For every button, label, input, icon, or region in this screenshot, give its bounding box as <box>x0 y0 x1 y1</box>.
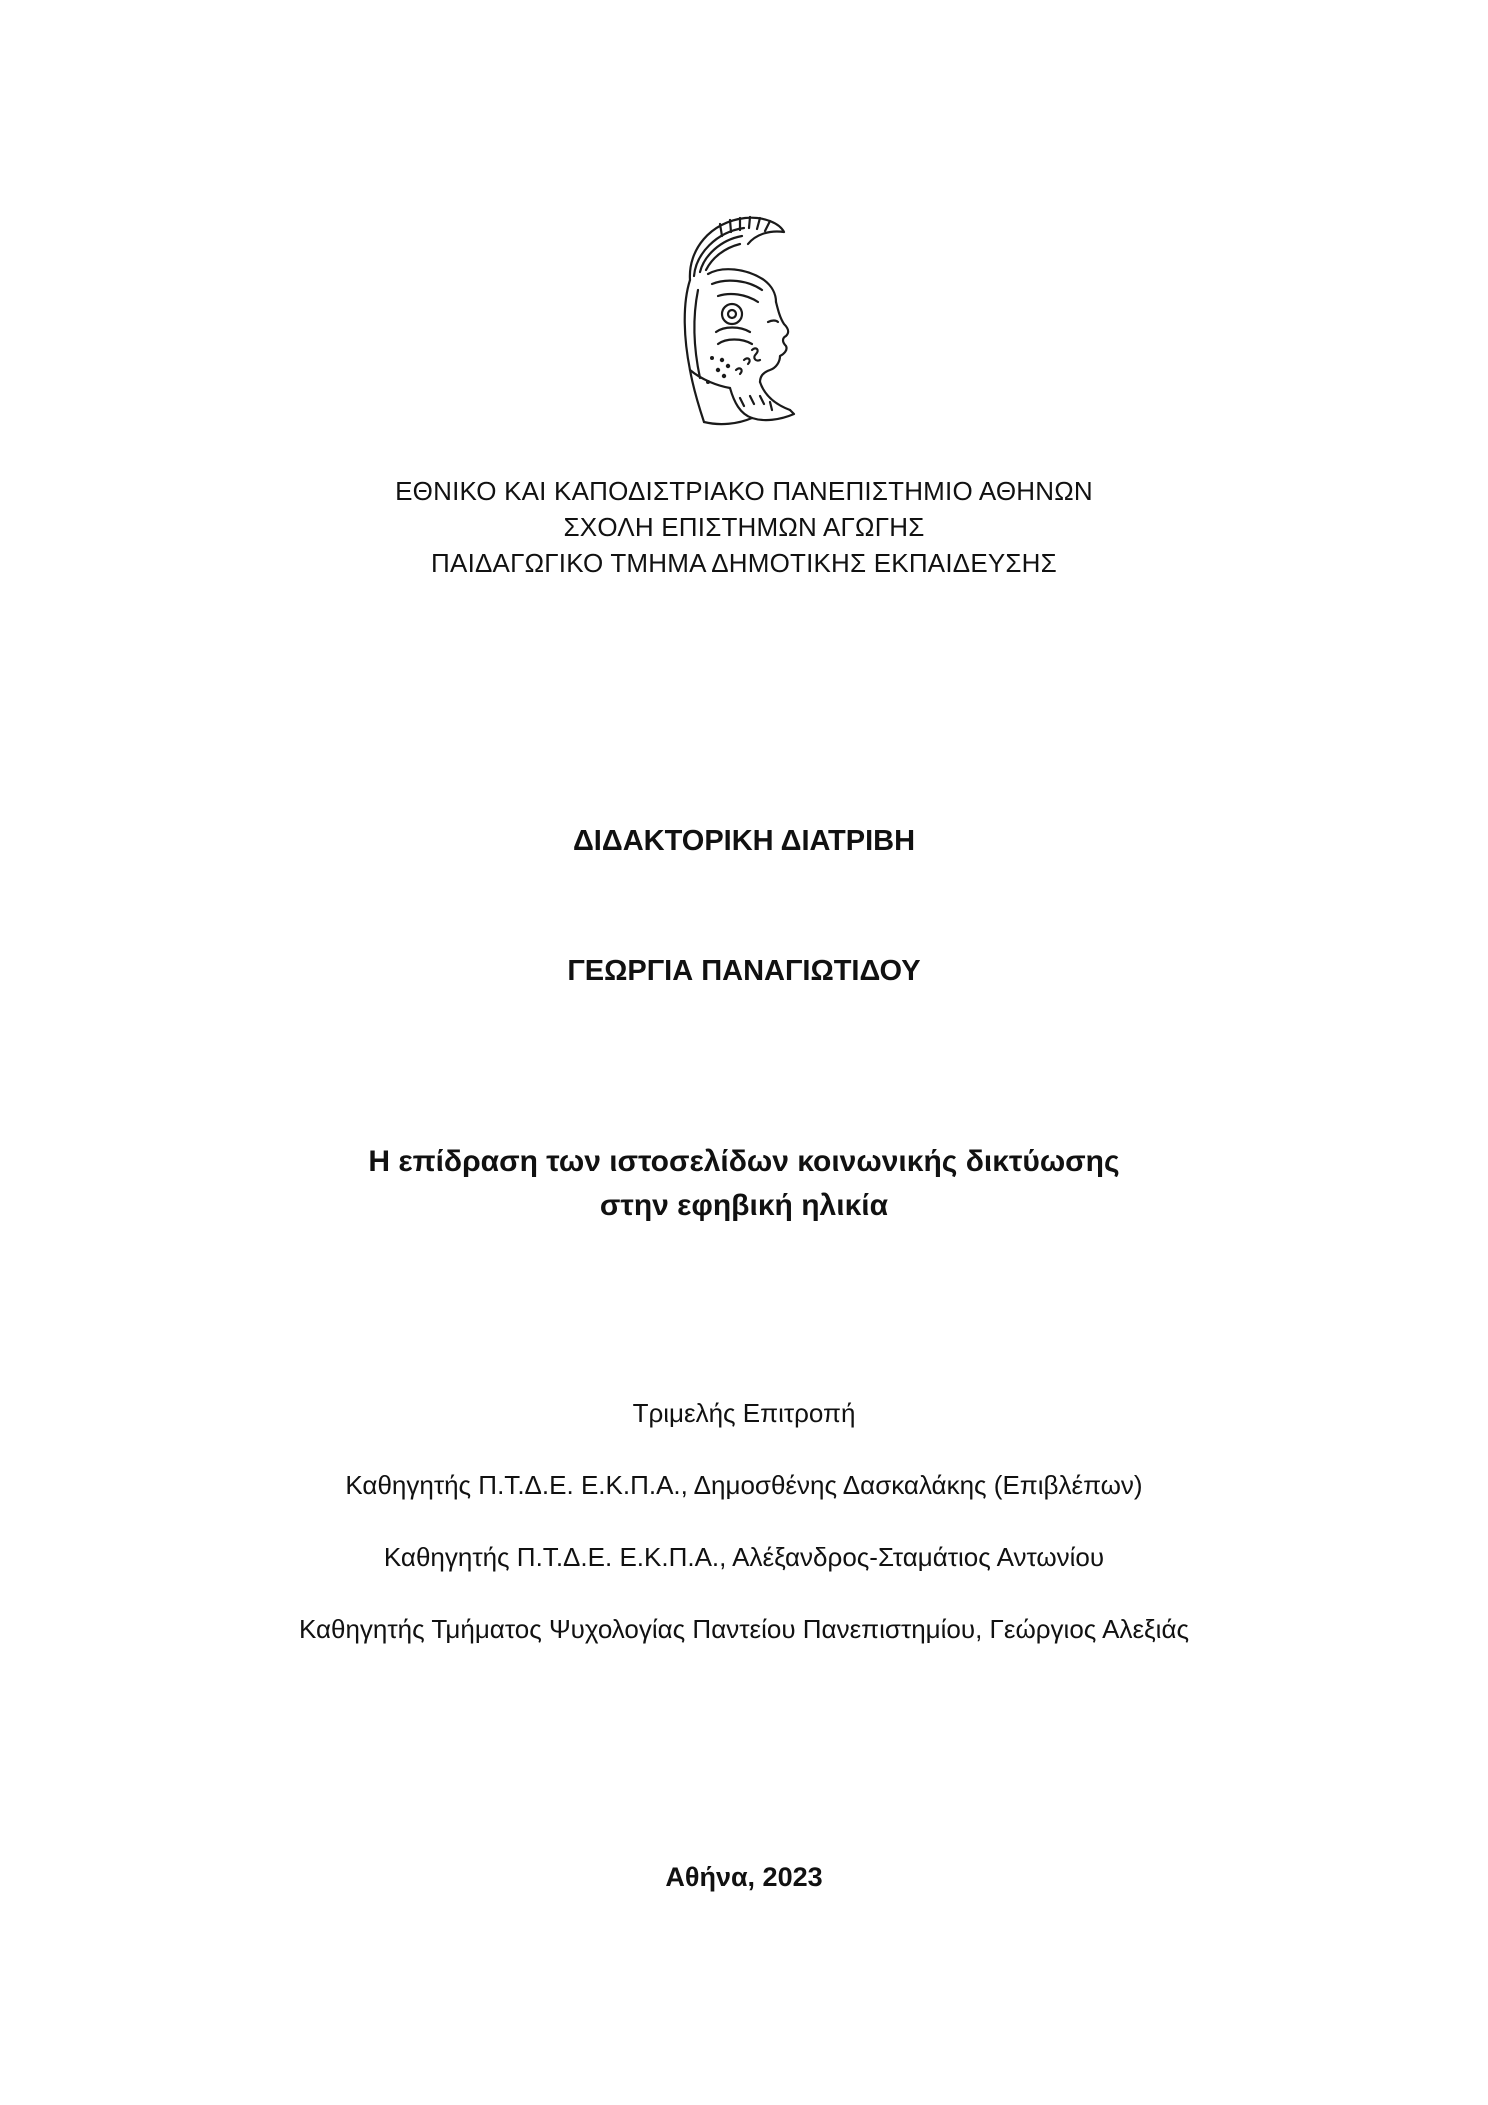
document-type: ΔΙΔΑΚΤΟΡΙΚΗ ΔΙΑΤΡΙΒΗ <box>572 825 916 857</box>
committee-member: Καθηγητής Π.Τ.Δ.Ε. Ε.Κ.Π.Α., Αλέξανδρος-Σταμάτιος Αντωνίου <box>383 1542 1105 1572</box>
committee-member: Καθηγητής Τμήματος Ψυχολογίας Παντείου Πανεπιστημίου, Γεώργιος Αλεξιάς <box>298 1614 1190 1644</box>
committee-label: Τριμελής Επιτροπή <box>632 1398 856 1428</box>
thesis-title-line-2: στην εφηβική ηλικία <box>599 1189 889 1222</box>
committee-member: Καθηγητής Π.Τ.Δ.Ε. Ε.Κ.Π.Α., Δημοσθένης Δασκαλάκης (Επιβλέπων) <box>345 1470 1143 1500</box>
thesis-title-line-1: Η επίδραση των ιστοσελίδων κοινωνικής δικτύωσης <box>368 1145 1120 1178</box>
institution-block <box>0 473 1488 581</box>
place-and-year: Αθήνα, 2023 <box>665 1862 823 1892</box>
school-name: ΣΧΟΛΗ ΕΠΙΣΤΗΜΩΝ ΑΓΩΓΗΣ <box>563 512 925 542</box>
university-name: ΕΘΝΙΚΟ ΚΑΙ ΚΑΠΟΔΙΣΤΡΙΑΚΟ ΠΑΝΕΠΙΣΤΗΜΙΟ ΑΘΗΝΩΝ <box>395 476 1093 506</box>
author-name: ΓΕΩΡΓΙΑ ΠΑΝΑΓΙΩΤΙΔΟΥ <box>567 955 921 987</box>
athena-helmet-head-icon <box>660 210 820 445</box>
thesis-title <box>0 1140 1488 1228</box>
department-name: ΠΑΙΔΑΓΩΓΙΚΟ ΤΜΗΜΑ ΔΗΜΟΤΙΚΗΣ ΕΚΠΑΙΔΕΥΣΗΣ <box>431 548 1057 578</box>
